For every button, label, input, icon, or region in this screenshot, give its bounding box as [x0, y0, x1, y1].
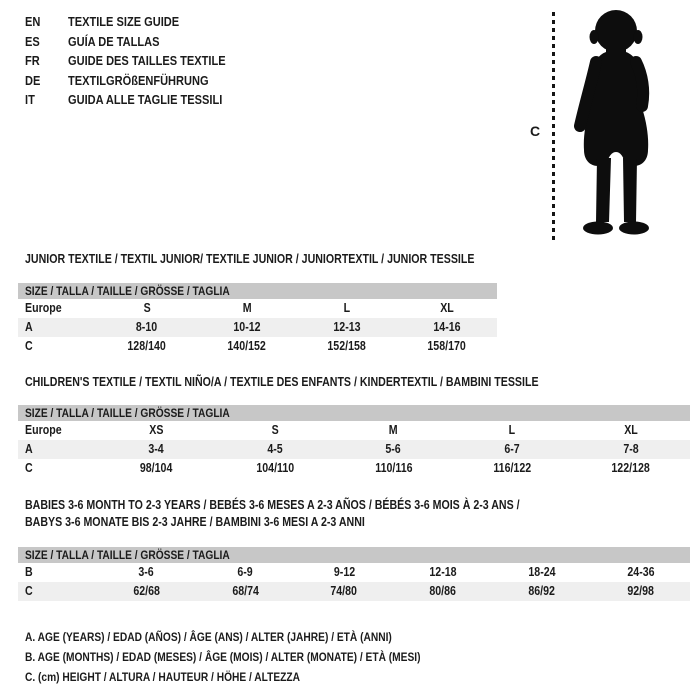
height-measure-label: C — [530, 123, 541, 139]
size-value-cell: 122/128 — [611, 461, 650, 475]
legend-line-b — [25, 647, 490, 667]
size-value-cell: 12-18 — [429, 565, 457, 579]
size-table-junior — [18, 299, 497, 356]
language-row — [25, 51, 253, 71]
size-value-cell: 98/104 — [140, 461, 173, 475]
row-label: C — [25, 461, 33, 475]
size-value-cell: M — [389, 423, 398, 437]
legend-text: B. AGE (MONTHS) / EDAD (MESES) / ÂGE (MOIS) / ALTER (MONATE) / ETÀ (MESI) — [25, 650, 421, 664]
legend-text: A. AGE (YEARS) / EDAD (AÑOS) / ÂGE (ANS) / ALTER (JAHRE) / ETÀ (ANNI) — [25, 630, 392, 644]
size-value-cell: S — [143, 301, 151, 315]
size-value-cell: 68/74 — [231, 584, 259, 598]
size-header-bar — [18, 283, 497, 299]
language-row — [25, 71, 253, 91]
row-label: A — [25, 442, 33, 456]
size-value-cell: XL — [440, 301, 454, 315]
legend-text: C. (cm) HEIGHT / ALTURA / HAUTEUR / HÖHE / ALTEZZA — [25, 670, 301, 684]
language-title: GUIDE DES TAILLES TEXTILE — [68, 53, 226, 69]
row-label: B — [25, 565, 33, 579]
size-table-children — [18, 421, 690, 478]
table-row — [18, 421, 690, 440]
size-header-text: SIZE / TALLA / TAILLE / GRÖSSE / TAGLIA — [25, 548, 230, 562]
size-value-cell: 110/116 — [374, 461, 413, 475]
size-value-cell: 140/152 — [227, 339, 267, 353]
language-title: GUÍA DE TALLAS — [68, 33, 160, 49]
size-value-cell: 4-5 — [267, 442, 283, 456]
size-value-cell: 86/92 — [528, 584, 556, 598]
language-code: DE — [25, 72, 41, 88]
language-code: IT — [25, 92, 35, 108]
table-row — [18, 459, 690, 478]
size-value-cell: 116/122 — [493, 461, 531, 475]
language-row — [25, 32, 253, 52]
size-value-cell: 7-8 — [622, 442, 639, 456]
size-value-cell: L — [343, 301, 351, 315]
section-title-line: JUNIOR TEXTILE / TEXTIL JUNIOR/ TEXTILE JUNIOR / JUNIORTEXTIL / JUNIOR TESSILE — [25, 252, 475, 266]
table-row — [18, 563, 690, 582]
size-value-cell: S — [271, 423, 279, 437]
section-title — [18, 251, 497, 268]
size-value-cell: 158/170 — [427, 339, 467, 353]
row-label: C — [25, 339, 33, 353]
size-value-cell: 24-36 — [626, 565, 655, 579]
row-label: A — [25, 320, 33, 334]
section-children — [18, 374, 690, 478]
size-value-cell: 3-6 — [138, 565, 155, 579]
measurement-legend — [25, 627, 490, 687]
table-row — [18, 440, 690, 459]
size-value-cell: 104/110 — [255, 461, 294, 475]
baby-silhouette-icon — [566, 8, 666, 243]
size-value-cell: 74/80 — [330, 584, 358, 598]
table-row — [18, 337, 497, 356]
baby-silhouette — [566, 8, 666, 243]
size-value-cell: 6-9 — [237, 565, 253, 579]
language-code: ES — [25, 33, 40, 49]
size-value-cell: 92/98 — [627, 584, 654, 598]
size-value-cell: 12-13 — [333, 320, 361, 334]
section-babies — [18, 497, 690, 601]
size-value-cell: 3-4 — [148, 442, 164, 456]
row-label: C — [25, 584, 33, 598]
section-title — [18, 374, 690, 391]
size-value-cell: L — [508, 423, 516, 437]
size-value-cell: 80/86 — [429, 584, 457, 598]
section-title-line: BABYS 3-6 MONATE BIS 2-3 JAHRE / BAMBINI 3-6 MESI A 2-3 ANNI — [25, 515, 365, 529]
language-title: TEXTILGRÖßENFÜHRUNG — [68, 72, 209, 88]
row-label: Europe — [25, 423, 62, 437]
size-header-text: SIZE / TALLA / TAILLE / GRÖSSE / TAGLIA — [25, 284, 230, 298]
section-title-line: CHILDREN'S TEXTILE / TEXTIL NIÑO/A / TEXTILE DES ENFANTS / KINDERTEXTIL / BAMBINI TESSILE — [25, 375, 539, 389]
table-row — [18, 299, 497, 318]
table-row — [18, 582, 690, 601]
language-code: EN — [25, 14, 41, 30]
size-value-cell: 128/140 — [127, 339, 167, 353]
section-title-line: BABIES 3-6 MONTH TO 2-3 YEARS / BEBÉS 3-6 MESES A 2-3 AÑOS / BÉBÉS 3-6 MOIS À 2-3 ANS / — [25, 498, 520, 512]
size-header-text: SIZE / TALLA / TAILLE / GRÖSSE / TAGLIA — [25, 406, 230, 420]
size-value-cell: 10-12 — [233, 320, 261, 334]
size-value-cell: 8-10 — [136, 320, 158, 334]
language-header — [25, 12, 253, 110]
language-code: FR — [25, 53, 40, 69]
size-value-cell: XL — [623, 423, 638, 437]
section-junior — [18, 251, 497, 356]
size-value-cell: 62/68 — [133, 584, 160, 598]
size-value-cell: 6-7 — [504, 442, 520, 456]
section-title — [18, 497, 690, 531]
size-value-cell: M — [242, 301, 252, 315]
legend-line-a — [25, 627, 490, 647]
language-title: GUIDA ALLE TAGLIE TESSILI — [68, 92, 223, 108]
legend-line-c — [25, 667, 490, 687]
row-label: Europe — [25, 301, 62, 315]
size-table-babies — [18, 563, 690, 601]
size-header-bar — [18, 405, 690, 421]
size-header-bar — [18, 547, 690, 563]
size-value-cell: 152/158 — [327, 339, 367, 353]
language-title: TEXTILE SIZE GUIDE — [68, 14, 180, 30]
size-value-cell: 14-16 — [433, 320, 461, 334]
size-value-cell: 5-6 — [385, 442, 402, 456]
height-dashed-line — [552, 12, 555, 243]
size-value-cell: XS — [149, 423, 164, 437]
size-value-cell: 18-24 — [528, 565, 556, 579]
language-row — [25, 90, 253, 110]
size-value-cell: 9-12 — [333, 565, 355, 579]
language-row — [25, 12, 253, 32]
table-row — [18, 318, 497, 337]
